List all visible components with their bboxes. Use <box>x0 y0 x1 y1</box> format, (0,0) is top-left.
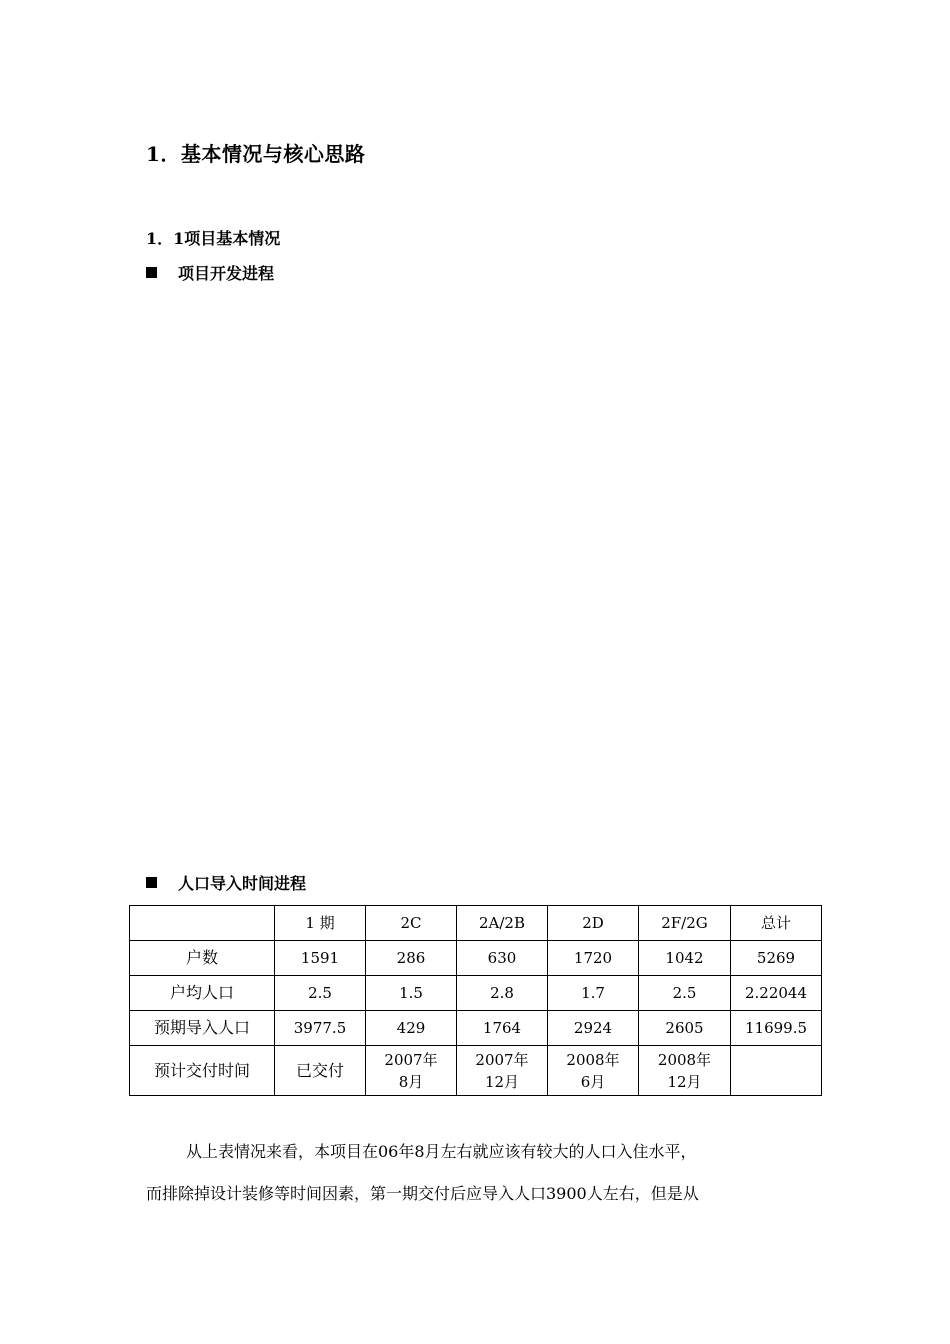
row-label: 预期导入人口 <box>130 1011 275 1046</box>
row-label: 预计交付时间 <box>130 1046 275 1096</box>
table-cell <box>275 1046 366 1096</box>
table-header-cell: 2F/2G <box>639 906 731 941</box>
square-bullet-icon <box>146 267 157 278</box>
table-header-cell: 总计 <box>731 906 822 941</box>
table-cell: 1591 <box>275 941 366 976</box>
subsection-heading: 1．1项目基本情况 <box>146 229 281 248</box>
bullet-label: 人口导入时间进程 <box>178 874 307 893</box>
table-cell: 1.7 <box>548 976 639 1011</box>
table-header-cell: 2D <box>548 906 639 941</box>
table-cell: 429 <box>366 1011 457 1046</box>
bullet-label: 项目开发进程 <box>178 264 275 283</box>
table-cell: 1042 <box>639 941 731 976</box>
paragraph-line: 而排除掉设计装修等时间因素，第一期交付后应导入人口3900人左右，但是从 <box>146 1184 699 1203</box>
table-header-row <box>130 906 822 941</box>
table-header-cell: 2C <box>366 906 457 941</box>
table-header-cell <box>130 906 275 941</box>
table-row <box>130 976 822 1011</box>
body-paragraph <box>146 1131 812 1215</box>
table-cell <box>639 1046 731 1096</box>
table-cell: 2.22044 <box>731 976 822 1011</box>
table-cell <box>548 1046 639 1096</box>
bullet-project-progress <box>146 261 274 284</box>
table-cell: 630 <box>457 941 548 976</box>
table-cell-empty <box>731 1046 822 1096</box>
table-cell: 286 <box>366 941 457 976</box>
square-bullet-icon <box>146 877 157 888</box>
cell-line: 2007年 <box>384 1050 438 1069</box>
cell-line: 6月 <box>580 1072 606 1091</box>
bullet-population-progress <box>146 871 306 894</box>
paragraph-line: 从上表情况来看，本项目在06年8月左右就应该有较大的人口入住水平， <box>186 1142 697 1161</box>
table-cell: 2.8 <box>457 976 548 1011</box>
table-cell: 2605 <box>639 1011 731 1046</box>
population-table <box>129 905 822 1096</box>
table-cell <box>457 1046 548 1096</box>
cell-line: 2007年 <box>475 1050 529 1069</box>
table-cell: 3977.5 <box>275 1011 366 1046</box>
cell-line: 已交付 <box>295 1060 344 1080</box>
section-heading: 1．基本情况与核心思路 <box>146 142 366 166</box>
table-row-delivery <box>130 1046 822 1096</box>
table-cell: 1720 <box>548 941 639 976</box>
table-cell: 1764 <box>457 1011 548 1046</box>
table-cell: 5269 <box>731 941 822 976</box>
table-header-cell: 2A/2B <box>457 906 548 941</box>
row-label: 户数 <box>130 941 275 976</box>
table-cell: 2.5 <box>639 976 731 1011</box>
cell-line: 8月 <box>398 1072 424 1091</box>
table-cell: 1.5 <box>366 976 457 1011</box>
cell-line: 12月 <box>667 1072 702 1091</box>
table-header-cell: 1 期 <box>275 906 366 941</box>
table-cell <box>366 1046 457 1096</box>
table-row <box>130 941 822 976</box>
cell-line: 2008年 <box>657 1050 712 1069</box>
table-row <box>130 1011 822 1046</box>
cell-line: 12月 <box>484 1072 520 1091</box>
table-cell: 2.5 <box>275 976 366 1011</box>
row-label: 户均人口 <box>130 976 275 1011</box>
cell-line: 2008年 <box>566 1050 620 1069</box>
table-cell: 11699.5 <box>731 1011 822 1046</box>
table-cell: 2924 <box>548 1011 639 1046</box>
